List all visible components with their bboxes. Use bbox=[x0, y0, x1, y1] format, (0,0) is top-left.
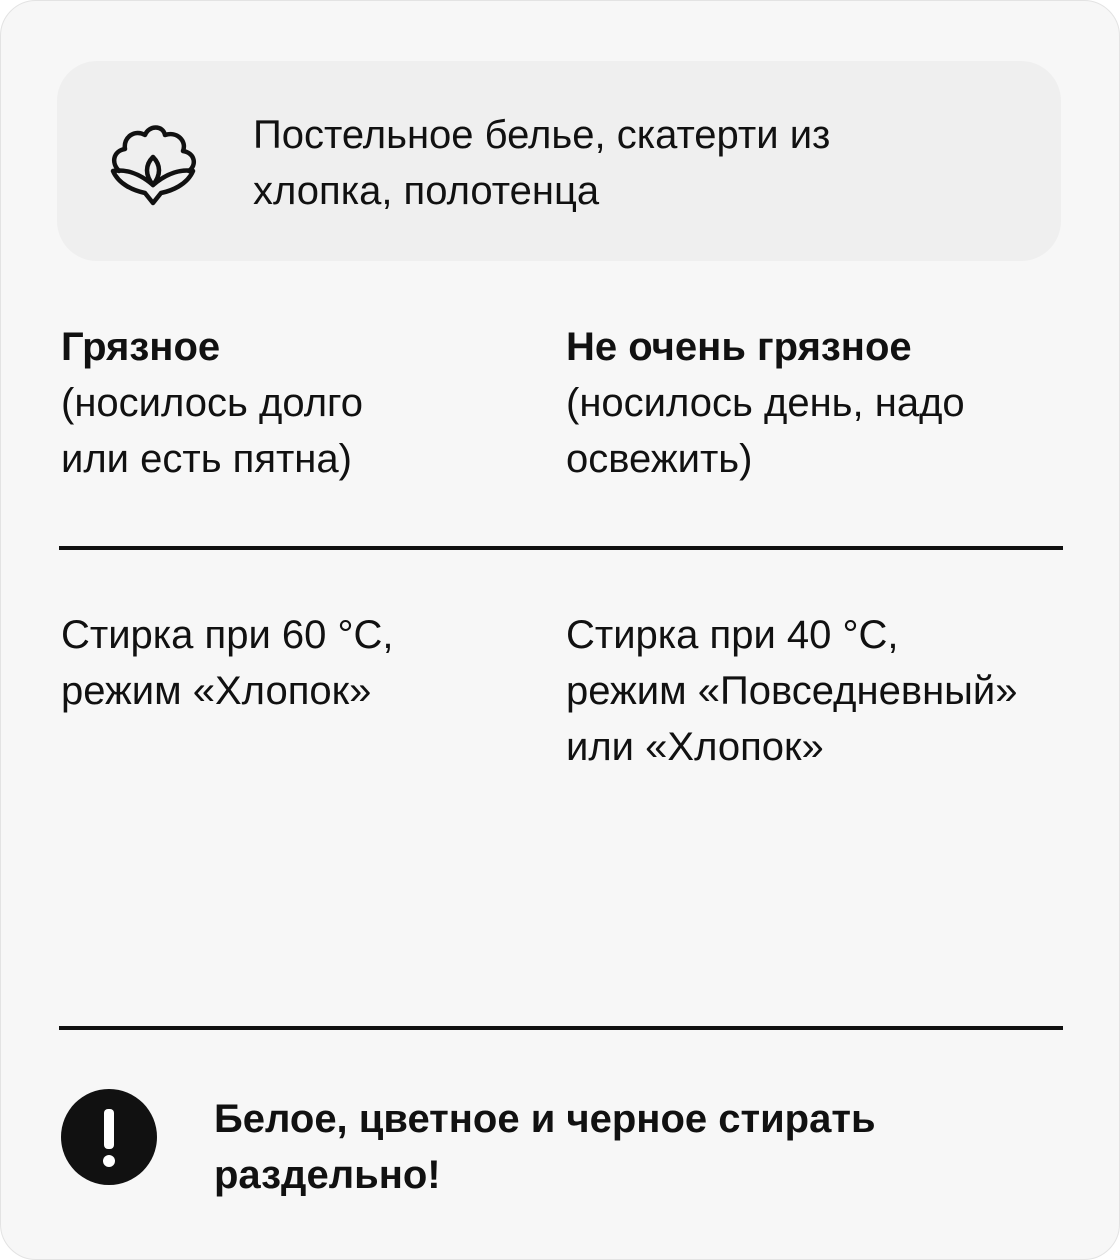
column-not-very-dirty bbox=[566, 319, 1076, 487]
exclamation-icon bbox=[61, 1089, 157, 1185]
wash-instruction: Стирка при 60 °C, режим «Хлопок» bbox=[61, 613, 394, 713]
warning-text: Белое, цветное и черное стирать раздельно! bbox=[214, 1097, 876, 1197]
column-heading: Не очень грязное bbox=[566, 325, 912, 369]
instruction-dirty bbox=[61, 607, 571, 719]
column-dirty bbox=[61, 319, 571, 487]
divider-bottom bbox=[59, 1026, 1063, 1030]
column-subtext: (носилось день, надо освежить) bbox=[566, 381, 965, 481]
cotton-icon bbox=[105, 113, 201, 209]
column-heading: Грязное bbox=[61, 325, 221, 369]
divider-top bbox=[59, 546, 1063, 550]
instruction-not-very-dirty bbox=[566, 607, 1076, 775]
category-title: Постельное белье, скатерти из хлопка, полотенца bbox=[253, 113, 831, 213]
column-subtext: (носилось долго или есть пятна) bbox=[61, 381, 363, 481]
wash-instruction: Стирка при 40 °C, режим «Повседневный» или «Хлопок» bbox=[566, 613, 1018, 769]
